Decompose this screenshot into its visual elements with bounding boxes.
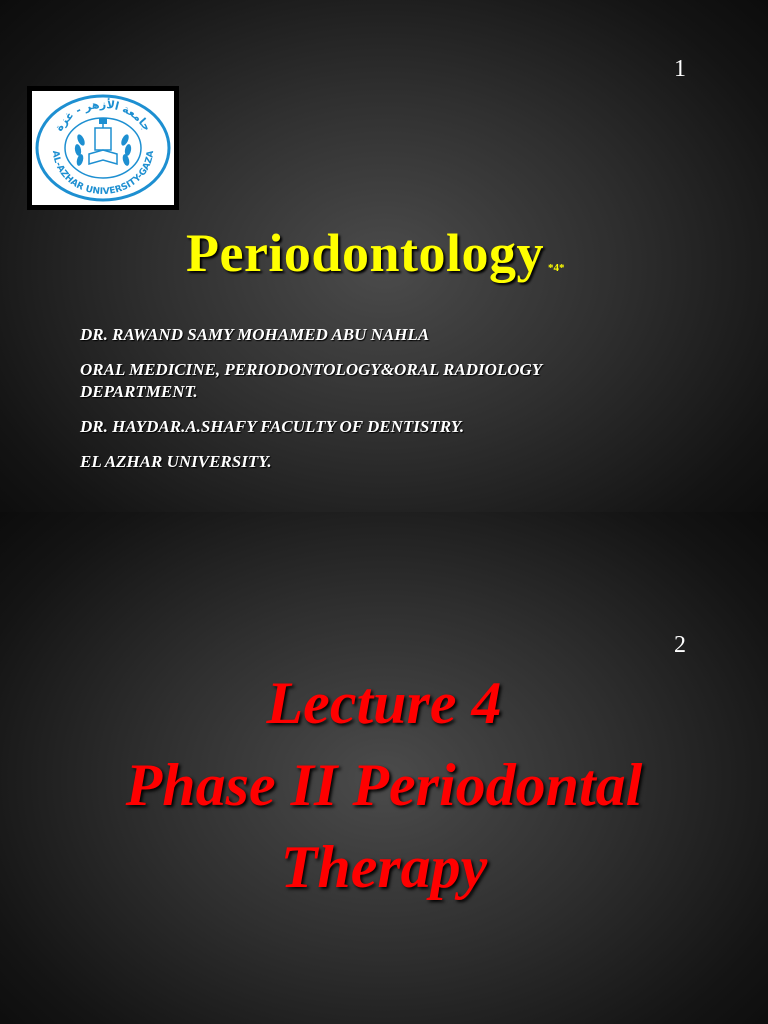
course-title [186,222,564,284]
lecture-title [0,662,768,908]
university: EL AZHAR UNIVERSITY. [80,452,272,471]
university-logo [27,86,179,210]
slide-2 [0,512,768,1024]
title-superscript: *4* [547,262,565,274]
author-info [80,324,600,486]
department: ORAL MEDICINE, PERIODONTOLOGY&ORAL RADIOLOGY DEPARTMENT. [80,360,542,401]
title-text: Periodontology [186,223,544,283]
university-seal-icon [33,92,173,204]
lecture-topic-line-1: Phase II Periodontal [125,752,643,818]
svg-text:AL-AZHAR UNIVERSITY-GAZA: AL-AZHAR UNIVERSITY-GAZA [49,150,157,198]
page-number: 2 [674,632,686,658]
lecture-number: Lecture 4 [266,670,502,736]
svg-text:جامعة الأزهر - غزة: جامعة الأزهر - غزة [52,98,154,134]
page-number: 1 [674,56,686,82]
author-name: DR. RAWAND SAMY MOHAMED ABU NAHLA [80,325,430,344]
lecture-topic-line-2: Therapy [280,834,488,900]
faculty: DR. HAYDAR.A.SHAFY FACULTY OF DENTISTRY. [80,417,465,436]
